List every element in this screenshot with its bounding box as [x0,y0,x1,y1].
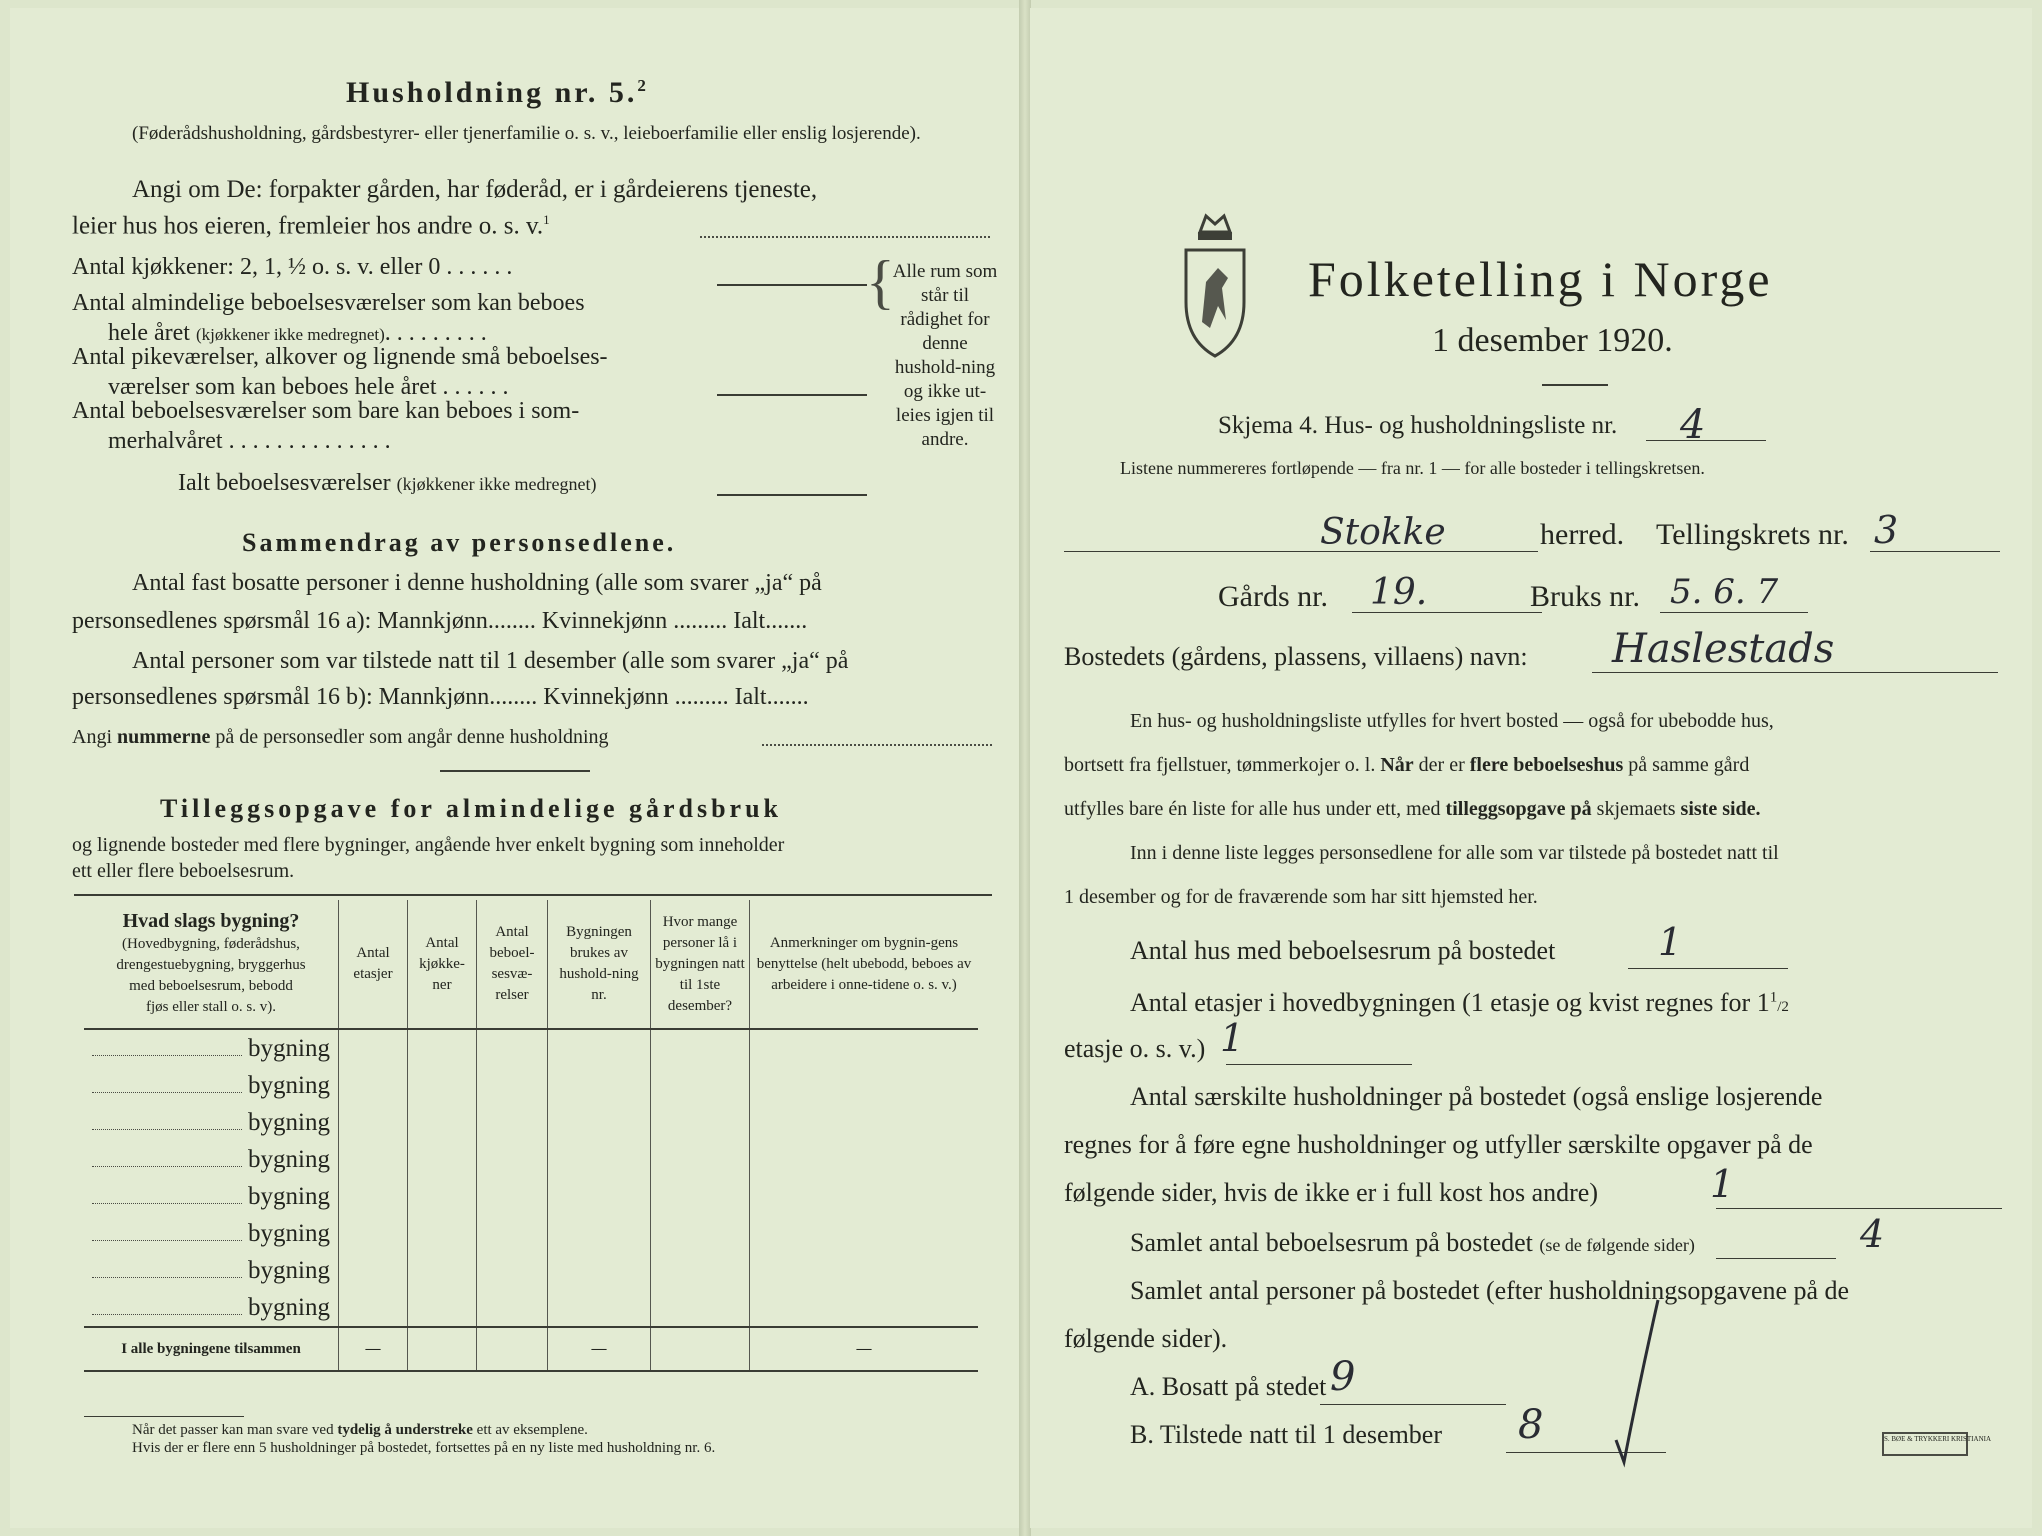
houses-value: 1 [1658,920,1683,964]
table-row: bygning [84,1104,978,1141]
angi-line-1: Angi om De: forpakter gården, har føderåd, er i gårdeierens tjeneste, [132,176,818,203]
supplement-note-2: ett eller flere beboelsesrum. [72,860,295,882]
rooms-maid-2: værelser som kan beboes hele året . . . . . . [108,374,509,400]
summary-heading: Sammendrag av personsedlene. [242,528,677,557]
schema-line: Skjema 4. Hus- og husholdningsliste nr. [1218,412,1618,439]
form-title: Folketelling i Norge [1308,251,1773,307]
instructions-1: En hus- og husholdningsliste utfylles for hvert bosted — også for ubebodde hus, [1130,710,1774,732]
summary-present-2: personsedlenes spørsmål 16 b): Mannkjønn........ Kvinnekjønn ......... Ialt....... [72,684,809,710]
bosted-name: Haslestads [1612,626,1835,672]
table-row: bygning [84,1215,978,1252]
rooms-kitchens: Antal kjøkkener: 2, 1, ½ o. s. v. eller 0 . . . . . . [72,254,513,280]
rooms-total: Ialt beboelsesværelser (kjøkkener ikke medregnet) [178,470,597,496]
table-row: bygning [84,1067,978,1104]
bosted-label: Bostedets (gårdens, plassens, villaens) navn: [1064,642,1528,671]
rooms-ordinary-2: hele året (kjøkkener ikke medregnet). . . . . . . . . [108,320,487,346]
col-persons: Hvor mange personer lå i bygningen natt til 1ste desember? [651,900,750,1029]
col-kitchens: Antal kjøkke-ner [408,900,477,1029]
rooms-maid-1: Antal pikeværelser, alkover og lignende små beboelses- [72,344,608,370]
check-mark-icon [1610,1290,1670,1470]
col-rooms: Antal beboel-sesvæ-relser [477,900,548,1029]
household-heading: Husholdning nr. 5.$^2$ [346,76,649,109]
summary-present-1: Antal personer som var tilstede natt til 1 desember (alle som svarer „ja“ på [132,648,849,674]
bosatt-label: A. Bosatt på stedet [1130,1372,1327,1401]
instructions-2: bortsett fra fjellstuer, tømmerkojer o. l. Når der er flere beboelseshus på samme gård [1064,754,1750,776]
herred-name: Stokke [1320,512,1446,553]
bruks-number: 5. 6. 7 [1670,572,1779,612]
numbering-note: Listene nummereres fortløpende — fra nr. 1 — for alle bosteder i tellingskretsen. [1120,458,1705,478]
bruks-label: Bruks nr. [1530,580,1641,613]
households-value: 1 [1710,1162,1735,1206]
gards-label: Gårds nr. [1218,580,1328,613]
table-total-row: I alle bygningene tilsammen — — — [84,1327,978,1371]
rooms-value: 4 [1860,1212,1885,1256]
krets-number: 3 [1874,508,1899,552]
list-number: 4 [1680,402,1706,448]
right-page [1030,8,2032,1528]
floors-label-1: Antal etasjer i hovedbygningen (1 etasje og kvist regnes for $1^1/2$ [1130,988,1789,1017]
herred-label: herred. [1540,518,1625,551]
col-building-type: Hvad slags bygning? (Hovedbygning, føderådshus, drengestuebygning, bryggerhus med beboelsesrum, bebodd fjøs eller stall o. s. v). [84,900,339,1029]
table-row: bygning [84,1141,978,1178]
bosatt-value: 9 [1330,1354,1356,1400]
rooms-ordinary-1: Antal almindelige beboelsesværelser som kan beboes [72,290,585,316]
rooms-side-note: Alle rum som står til rådighet for denne hushold-ning og ikke ut-leies igjen til andre. [892,261,998,450]
households-label-2: regnes for å føre egne husholdninger og utfyller særskilte opgaver på de [1064,1130,1813,1159]
persons-label-1: Samlet antal personer på bostedet (efter husholdningsopgavene på de [1130,1276,1850,1305]
angi-line-2: leier hus hos eieren, fremleier hos andre o. s. v.$^1$ [72,212,550,240]
left-page: Husholdning nr. 5.$^2$ (Føderådshusholdning, gårdsbestyrer- eller tjenerfamilie o. s. v., leieboerfamilie eller enslig losjerende). Angi om De: forpakter gården, har føderåd, er i gårdeierens tjeneste, leier hus hos eieren, fremleier hos andre o. s. v.$^1$ Antal kjøkkener: 2, 1, ½ o. s. v. eller 0 . . . . . . Antal almindelige beboelsesværelser som kan beboes hele året (kjøkkener ikke medregnet). . . . . . . . . Antal pikeværelser, alkover og lignende små beboelses- værelser som kan beboes hele året . . . . . . Antal beboelsesværelser som bare kan beboes i som- merhalvåret . . . . . . . . . . . . . . Ialt beboelsesværelser (kjøkkener ikke medregnet) { Alle rum som står til rådighet for denne hushold-ning og ikke ut-leies igjen til andre. Sammendrag av personsedlene. Antal fast bosatte personer i denne husholdning (alle som svarer „ja“ på personsedlenes spørsmål 16 a): Mannkjønn........ Kvinnekjønn ......... Ialt....... Antal personer som var tilstede natt til 1 desember (alle som svarer „ja“ på personsedlenes spørsmål 16 b): Mannkjønn........ Kvinnekjønn ......... Ialt....... Angi nummerne på de personsedler som angår denne husholdning Tilleggsopgave for almindelige gårdsbruk og lignende bosteder med flere bygninger, angående hver enkelt bygning som inneholder ett eller flere beboelsesrum. Hvad slags bygning? (Hovedbygning, føderådshus, drengestuebygning, bryggerhus med beboelsesrum, bebodd fjøs eller stall o. s. v). Antal etasjer Antal kjøkke-ner Antal beboel-sesvæ-relser Bygningen brukes av hushold-ning nr. Hvor mange personer lå i bygningen natt til 1ste desember? Anmerkninger om bygnin-gens benyttelse (helt ubebodd, beboes av arbeidere i onne-tidene o. s. v.) bygning bygning bygning bygning bygning bygning bygning bygning I alle bygningene tilsammen — — — Når det passer kan man svare ved tydelig å understreke ett av eksemplene. Hvis der er flere enn 5 husholdninger på bostedet, fortsettes på en ny liste med husholdning nr. 6. [10,8,1020,1528]
table-row: bygning [84,1289,978,1327]
table-row: bygning [84,1178,978,1215]
rooms-label: Samlet antal beboelsesrum på bostedet (se de følgende sider) [1130,1228,1695,1257]
tilstede-value: 8 [1518,1402,1544,1448]
summary-numbers: Angi nummerne på de personsedler som angår denne husholdning [72,726,609,748]
tilstede-label: B. Tilstede natt til 1 desember [1130,1420,1442,1449]
krets-label: Tellingskrets nr. [1656,518,1849,551]
floors-label-2: etasje o. s. v.) [1064,1034,1206,1063]
summary-resident-1: Antal fast bosatte personer i denne husholdning (alle som svarer „ja“ på [132,570,822,596]
footnote-2: Hvis der er flere enn 5 husholdninger på bostedet, fortsettes på en ny liste med husholdning nr. 6. [132,1440,716,1456]
rooms-summer-1: Antal beboelsesværelser som bare kan beboes i som- [72,398,580,424]
instructions-5: 1 desember og for de fraværende som har sitt hjemsted her. [1064,886,1538,908]
households-label-1: Antal særskilte husholdninger på bostedet (også enslige losjerende [1130,1082,1823,1111]
buildings-table [84,900,978,1372]
summary-resident-2: personsedlenes spørsmål 16 a): Mannkjønn........ Kvinnekjønn ......... Ialt....... [72,608,808,634]
col-household-no: Bygningen brukes av hushold-ning nr. [548,900,651,1029]
instructions-3: utfylles bare én liste for alle hus under ett, med tilleggsopgave på skjemaets siste side. [1064,798,1761,820]
floors-value: 1 [1220,1016,1245,1060]
norway-coat-of-arms-icon [1180,202,1250,362]
angi-answer-line [700,236,990,238]
supplement-note-1: og lignende bosteder med flere bygninger, angående hver enkelt bygning som inneholder [72,834,785,856]
houses-label: Antal hus med beboelsesrum på bostedet [1130,936,1556,965]
col-floors: Antal etasjer [339,900,408,1029]
household-note: (Føderådshusholdning, gårdsbestyrer- eller tjenerfamilie o. s. v., leieboerfamilie eller enslig losjerende). [132,123,921,144]
supplement-heading: Tilleggsopgave for almindelige gårdsbruk [160,794,783,823]
census-date: 1 desember 1920. [1432,322,1673,359]
rooms-summer-2: merhalvåret . . . . . . . . . . . . . . [108,428,391,454]
footnote-1: Når det passer kan man svare ved tydelig å understreke ett av eksemplene. [132,1422,588,1438]
households-label-3: følgende sider, hvis de ikke er i full kost hos andre) [1064,1178,1598,1207]
persons-label-2: følgende sider). [1064,1324,1228,1353]
printer-stamp: S. BØE & TRYKKERI KRISTIANIA [1882,1432,1968,1456]
instructions-4: Inn i denne liste legges personsedlene for alle som var tilstede på bostedet natt til [1130,842,1779,864]
col-remarks: Anmerkninger om bygnin-gens benyttelse (helt ubebodd, beboes av arbeidere i onne-tidene o. s. v.) [750,900,979,1029]
table-row: bygning [84,1252,978,1289]
table-row: bygning [84,1029,978,1067]
gards-number: 19. [1370,572,1428,613]
